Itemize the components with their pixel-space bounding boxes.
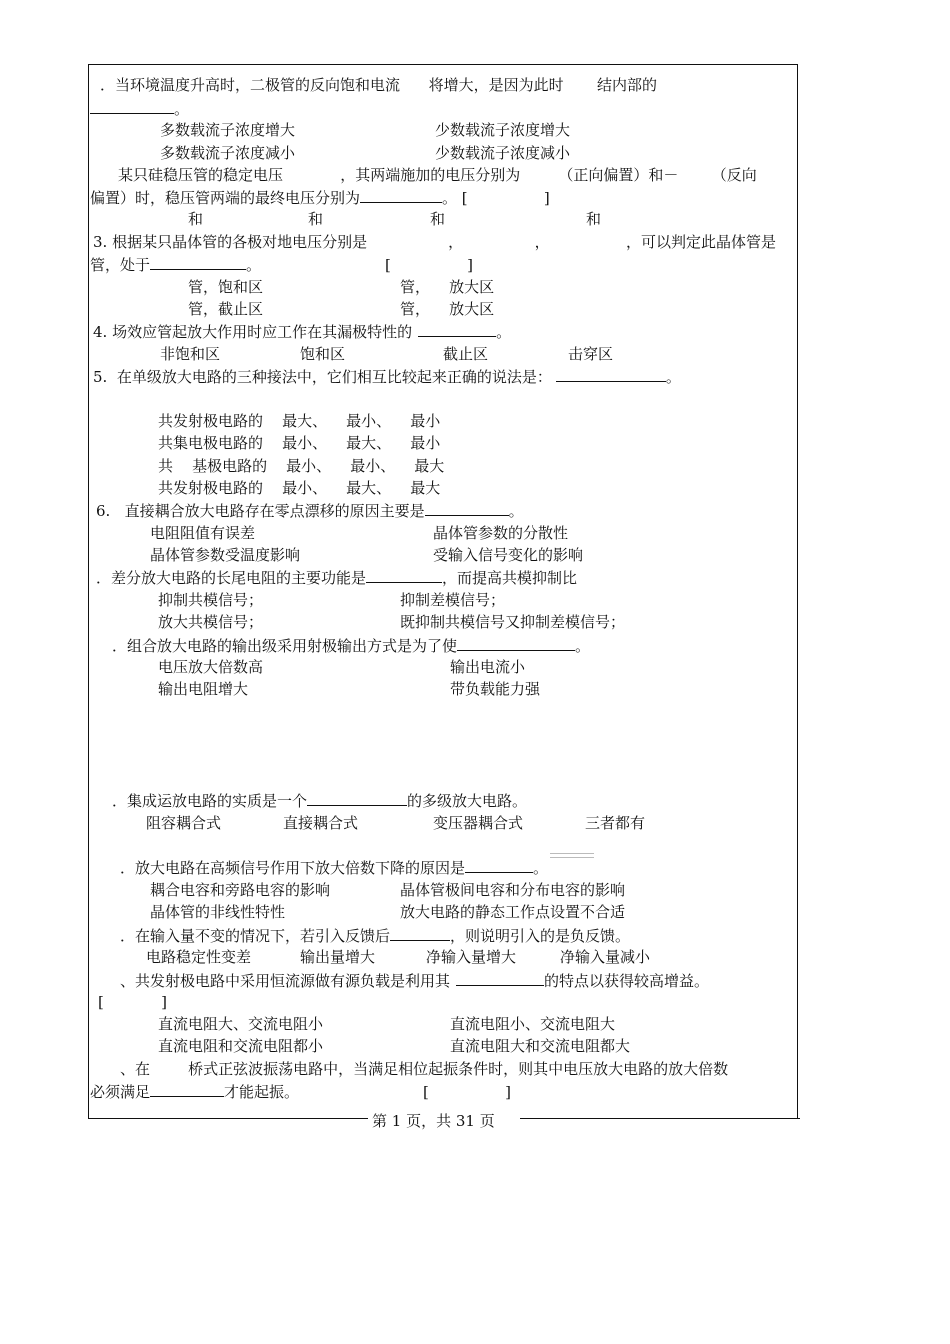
decorative-mark (550, 853, 594, 858)
question-7-line-1: ．差分放大电路的长尾电阻的主要功能是 ，而提高共模抑制比 (96, 569, 578, 587)
question-13-line-1: 、在 桥式正弦波振荡电路中，当满足相位起振条件时，则其中电压放大电路的放大倍数 (120, 1060, 729, 1078)
frame-left-border (88, 64, 89, 1119)
q4-option-d[interactable]: 击穿区 (568, 345, 614, 363)
answer-blank[interactable] (457, 635, 575, 651)
q5-option-a[interactable]: 共发射极电路的 最大、 最小、 最小 (158, 412, 441, 430)
answer-blank[interactable] (150, 254, 246, 270)
answer-blank[interactable] (307, 790, 407, 806)
q2-option-c[interactable]: 和 (430, 210, 446, 228)
question-2-line-2: 偏置）时，稳压管两端的最终电压分别为 。 [ ] (90, 189, 550, 207)
frame-right-border (797, 64, 798, 1119)
question-6-line-1: 6. 直接耦合放大电路存在零点漂移的原因主要是 。 (96, 502, 524, 520)
q4-option-c[interactable]: 截止区 (443, 345, 489, 363)
question-3-line-2: 管，处于 。 [ ] (90, 256, 473, 274)
q3-option-b[interactable]: 管， 放大区 (400, 278, 495, 296)
question-10-line-1: ．放大电路在高频信号作用下放大倍数下降的原因是 。 (120, 859, 549, 877)
q2-option-d[interactable]: 和 (586, 210, 602, 228)
footer-rule-left (88, 1118, 368, 1119)
q9-option-c[interactable]: 变压器耦合式 (433, 814, 524, 832)
q11-option-c[interactable]: 净输入量增大 (426, 948, 517, 966)
q12-option-b[interactable]: 直流电阻小、交流电阻大 (450, 1015, 616, 1033)
q5-option-b[interactable]: 共集电极电路的 最小、 最大、 最小 (158, 434, 441, 452)
question-8-line-1: ．组合放大电路的输出级采用射极输出方式是为了使 。 (112, 637, 591, 655)
q6-option-a[interactable]: 电阻阻值有误差 (150, 524, 256, 542)
q7-option-d[interactable]: 既抑制共模信号又抑制差模信号； (400, 613, 626, 631)
q1-option-c[interactable]: 多数载流子浓度减小 (160, 144, 296, 162)
q6-option-b[interactable]: 晶体管参数的分散性 (433, 524, 569, 542)
question-4-line-1: 4. 场效应管起放大作用时应工作在其漏极特性的 。 (93, 323, 512, 341)
answer-blank[interactable] (90, 98, 174, 114)
question-5-line-1: 5. 在单级放大电路的三种接法中，它们相互比较起来正确的说法是： 。 (93, 368, 681, 386)
q9-option-d[interactable]: 三者都有 (585, 814, 646, 832)
q2-option-a[interactable]: 和 (188, 210, 204, 228)
q3-option-a[interactable]: 管，饱和区 (188, 278, 264, 296)
q3-option-d[interactable]: 管， 放大区 (400, 300, 495, 318)
q4-option-a[interactable]: 非饱和区 (160, 345, 221, 363)
answer-blank[interactable] (366, 567, 442, 583)
q3-option-c[interactable]: 管，截止区 (188, 300, 264, 318)
q10-option-c[interactable]: 晶体管的非线性特性 (150, 903, 286, 921)
answer-blank[interactable] (556, 366, 666, 382)
q5-option-d[interactable]: 共发射极电路的 最小、 最大、 最大 (158, 479, 441, 497)
q1-option-b[interactable]: 少数载流子浓度增大 (435, 121, 571, 139)
question-12-bracket: [ ] (98, 993, 167, 1011)
q1-option-d[interactable]: 少数载流子浓度减小 (435, 144, 571, 162)
q8-option-d[interactable]: 带负载能力强 (450, 680, 541, 698)
frame-top-border (88, 64, 798, 65)
q2-option-b[interactable]: 和 (308, 210, 324, 228)
q8-option-b[interactable]: 输出电流小 (450, 658, 526, 676)
q6-option-d[interactable]: 受输入信号变化的影响 (433, 546, 584, 564)
answer-blank[interactable] (456, 970, 544, 986)
answer-blank[interactable] (390, 925, 450, 941)
question-3-line-1: 3. 根据某只晶体管的各极对地电压分别是 ， ， ，可以判定此晶体管是 (93, 233, 776, 251)
answer-blank[interactable] (418, 321, 496, 337)
q7-option-a[interactable]: 抑制共模信号； (158, 591, 264, 609)
q9-option-b[interactable]: 直接耦合式 (283, 814, 359, 832)
q11-option-d[interactable]: 净输入量减小 (560, 948, 651, 966)
question-11-line-1: ．在输入量不变的情况下，若引入反馈后 ，则说明引入的是负反馈。 (120, 927, 631, 945)
answer-blank[interactable] (425, 500, 509, 516)
question-9-line-1: ．集成运放电路的实质是一个 的多级放大电路。 (112, 792, 528, 810)
q12-option-c[interactable]: 直流电阻和交流电阻都小 (158, 1037, 324, 1055)
q10-option-d[interactable]: 放大电路的静态工作点设置不合适 (400, 903, 626, 921)
question-2-line-1: 某只硅稳压管的稳定电压 ，其两端施加的电压分别为 （正向偏置）和－ （反向 (118, 166, 757, 184)
question-13-line-2: 必须满足 才能起振。 [ ] (90, 1083, 511, 1101)
q8-option-a[interactable]: 电压放大倍数高 (158, 658, 264, 676)
q10-option-b[interactable]: 晶体管极间电容和分布电容的影响 (400, 881, 626, 899)
q10-option-a[interactable]: 耦合电容和旁路电容的影响 (150, 881, 331, 899)
footer-rule-right (520, 1118, 800, 1119)
q9-option-a[interactable]: 阻容耦合式 (146, 814, 222, 832)
answer-blank[interactable] (465, 857, 533, 873)
q12-option-a[interactable]: 直流电阻大、交流电阻小 (158, 1015, 324, 1033)
q4-option-b[interactable]: 饱和区 (300, 345, 346, 363)
question-12-line-1: 、共发射极电路中采用恒流源做有源负载是利用其 的特点以获得较高增益。 (120, 972, 710, 990)
q7-option-b[interactable]: 抑制差模信号； (400, 591, 506, 609)
q11-option-b[interactable]: 输出量增大 (300, 948, 376, 966)
question-1-line-2: 。 (90, 98, 189, 119)
answer-blank[interactable] (360, 187, 442, 203)
answer-blank[interactable] (150, 1081, 224, 1097)
q6-option-c[interactable]: 晶体管参数受温度影响 (150, 546, 301, 564)
q8-option-c[interactable]: 输出电阻增大 (158, 680, 249, 698)
q12-option-d[interactable]: 直流电阻大和交流电阻都大 (450, 1037, 631, 1055)
q1-option-a[interactable]: 多数载流子浓度增大 (160, 121, 296, 139)
q5-option-c[interactable]: 共 基极电路的 最小、 最小、 最大 (158, 457, 445, 475)
q11-option-a[interactable]: 电路稳定性变差 (146, 948, 252, 966)
q7-option-c[interactable]: 放大共模信号； (158, 613, 264, 631)
page-number: 第 1 页，共 31 页 (372, 1112, 495, 1130)
question-1-line-1: ．当环境温度升高时，二极管的反向饱和电流 将增大，是因为此时 结内部的 (100, 76, 657, 94)
